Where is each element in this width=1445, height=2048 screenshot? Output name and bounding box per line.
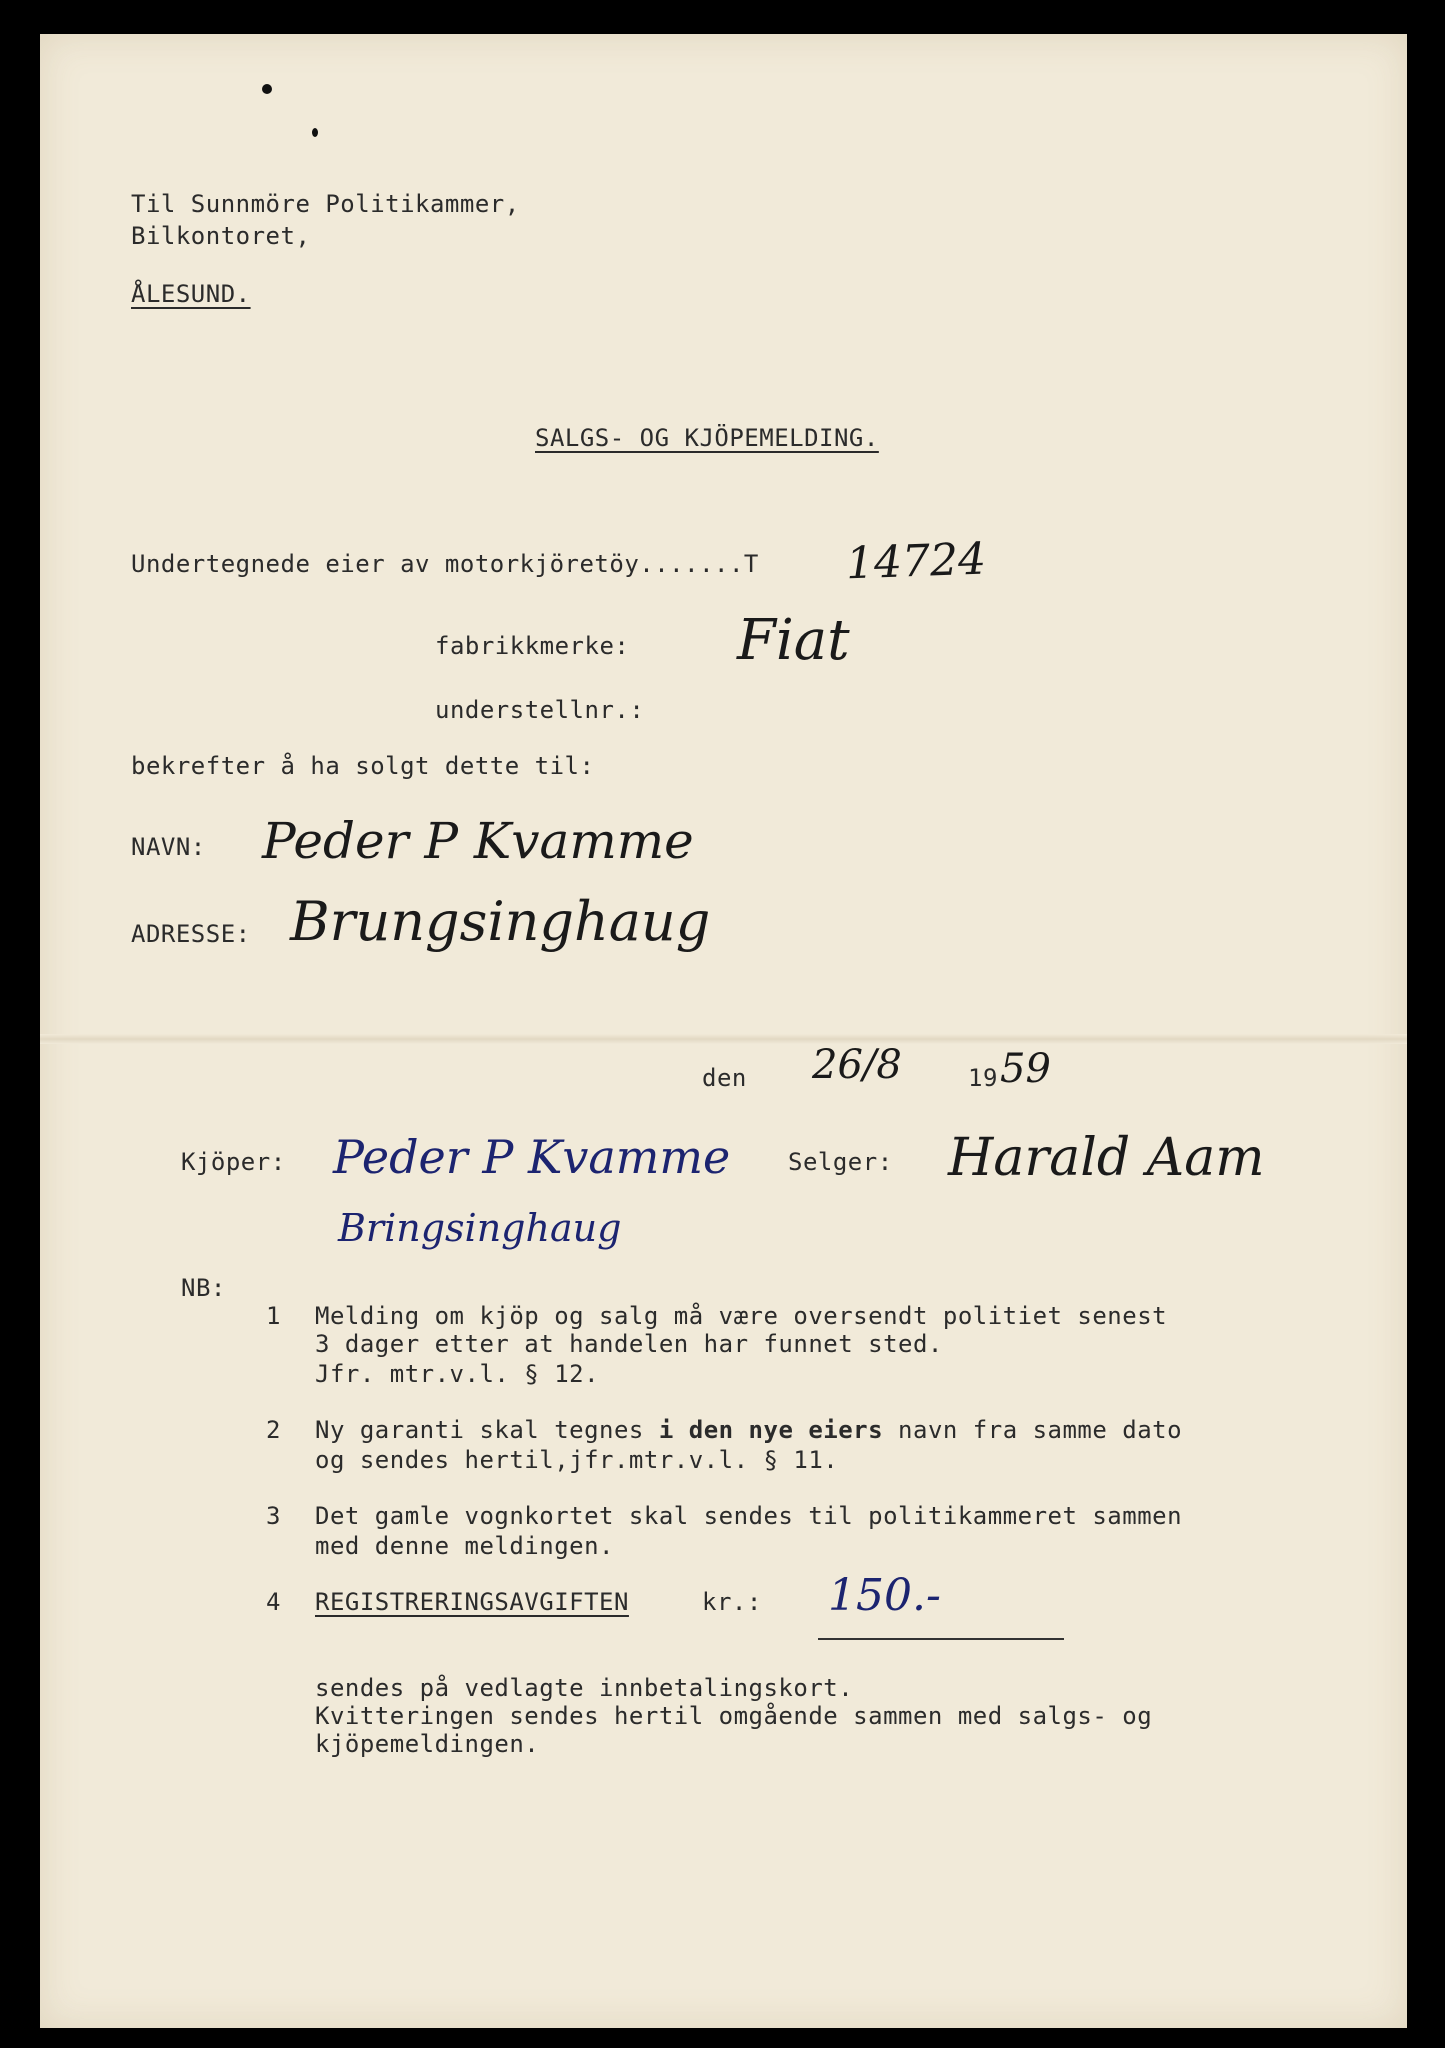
buyer-signature: Peder P Kvamme: [333, 1130, 731, 1184]
buyer-name-value: Peder P Kvamme: [262, 812, 694, 870]
fold-crease: [40, 1034, 1407, 1044]
note-2-text: navn fra samme dato: [883, 1416, 1183, 1444]
vehicle-label: Undertegnede eier av motorkjöretöy.......T: [131, 550, 759, 578]
seller-signature-label: Selger:: [788, 1148, 893, 1176]
note-3-line: med denne meldingen.: [315, 1532, 614, 1560]
note-2-text: Ny garanti skal tegnes: [315, 1416, 659, 1444]
note-1-line: Jfr. mtr.v.l. § 12.: [315, 1360, 600, 1388]
date-day-month: 26/8: [812, 1042, 902, 1088]
name-label: NAVN:: [131, 833, 206, 861]
buyer-signature-address: Bringsinghaug: [338, 1206, 622, 1250]
page-title: SALGS- OG KJÖPEMELDING.: [535, 424, 879, 452]
footer-line: kjöpemeldingen.: [315, 1730, 540, 1758]
fee-value: 150.-: [828, 1570, 941, 1621]
note-2-number: 2: [266, 1416, 281, 1444]
buyer-address-label: ADRESSE:: [131, 920, 251, 948]
make-value: Fiat: [737, 608, 850, 673]
note-3-number: 3: [266, 1502, 281, 1530]
address-line-2: Bilkontoret,: [131, 222, 311, 250]
note-4-number: 4: [266, 1588, 281, 1616]
date-year-suffix: 59: [1000, 1046, 1051, 1092]
address-line-1: Til Sunnmöre Politikammer,: [131, 190, 520, 218]
fee-currency: kr.:: [702, 1588, 762, 1616]
date-label: den: [702, 1064, 747, 1092]
fee-label: REGISTRERINGSAVGIFTEN: [315, 1588, 629, 1616]
note-2-line-2: og sendes hertil,jfr.mtr.v.l. § 11.: [315, 1446, 839, 1474]
note-1-line: Melding om kjöp og salg må være oversendt politiet senest: [315, 1302, 1168, 1330]
notes-label: NB:: [181, 1274, 226, 1302]
make-label: fabrikkmerke:: [435, 632, 630, 660]
note-2-line-1: [315, 1416, 1182, 1444]
note-1-number: 1: [266, 1302, 281, 1330]
note-2-emphasis: i den nye eiers: [658, 1416, 884, 1444]
note-1-line: 3 dager etter at handelen har funnet sted.: [315, 1330, 943, 1358]
buyer-signature-label: Kjöper:: [181, 1148, 286, 1176]
chassis-label: understellnr.:: [435, 696, 645, 724]
address-line-3: ÅLESUND.: [131, 280, 251, 308]
note-3-line: Det gamle vognkortet skal sendes til politikammeret sammen: [315, 1502, 1183, 1530]
date-year-prefix: 19: [968, 1064, 998, 1092]
seller-signature: Harald Aam: [948, 1128, 1265, 1188]
ink-spot: [262, 84, 272, 94]
registration-number: 14724: [845, 533, 987, 590]
sold-to-label: bekrefter å ha solgt dette til:: [131, 752, 595, 780]
ink-spot: [312, 128, 318, 137]
fee-underline: [818, 1638, 1064, 1640]
buyer-address-value: Brungsinghaug: [290, 890, 711, 953]
footer-line: sendes på vedlagte innbetalingskort.: [315, 1674, 854, 1702]
footer-line: Kvitteringen sendes hertil omgående sammen med salgs- og: [315, 1702, 1153, 1730]
